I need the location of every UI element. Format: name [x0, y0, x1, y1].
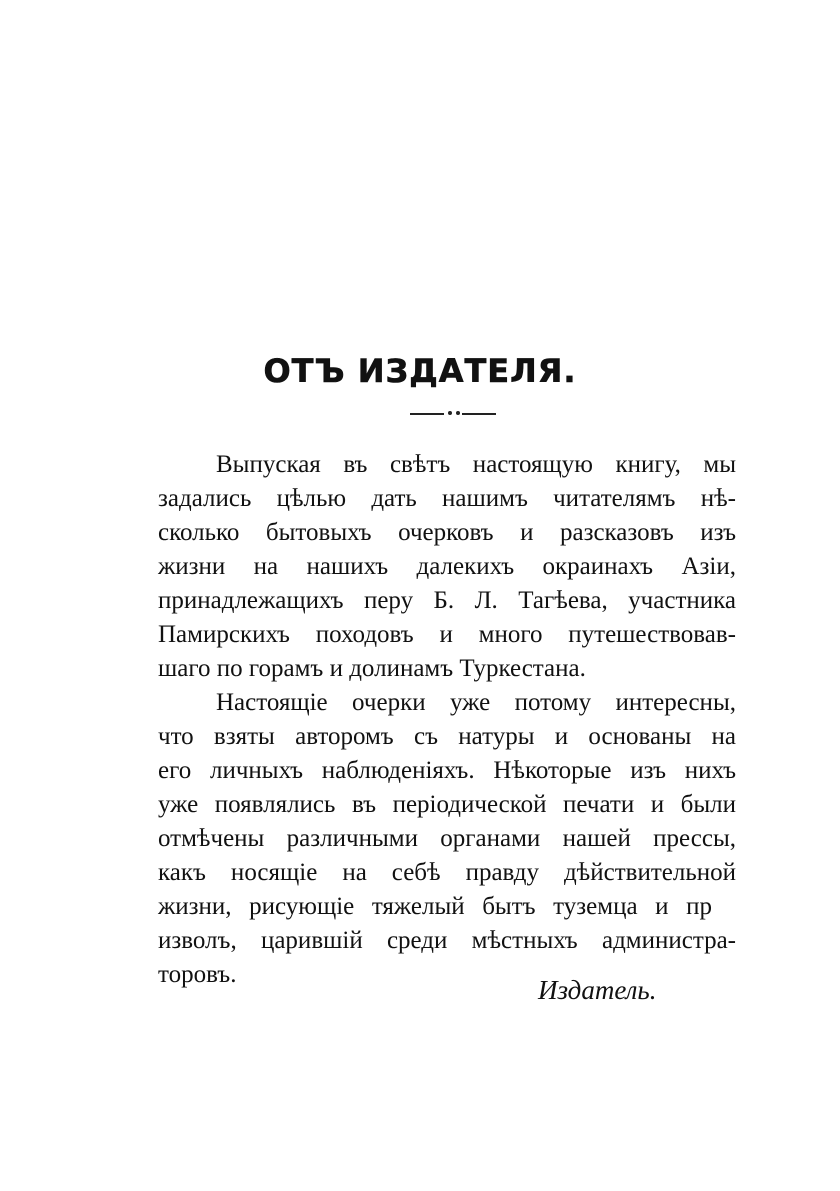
text-line: Выпуская въ свѣтъ настоящую книгу, мы [216, 451, 736, 478]
text-line: сколько бытовыхъ очерковъ и разсказовъ изъ [158, 519, 736, 546]
text-line: шаго по горамъ и долинамъ Туркестана. [158, 655, 586, 682]
ornament-divider [410, 410, 496, 418]
signature: Издатель. [538, 975, 657, 1005]
text-line: его личныхъ наблюденіяхъ. Нѣкоторые изъ нихъ [158, 757, 736, 784]
ornament-bar-right [462, 413, 496, 415]
text-line: Памирскихъ походовъ и много путешествовав- [158, 621, 736, 648]
text-line: задались цѣлью дать нашимъ читателямъ нѣ- [158, 485, 736, 512]
text-line: изволъ, царившій среди мѣстныхъ администра- [158, 927, 736, 954]
text-line: жизни, рисующіе тяжелый бытъ туземца и пр [158, 893, 712, 920]
ornament-bar-left [410, 413, 444, 415]
page-title: ОТЪ ИЗДАТЕЛЯ. [263, 352, 577, 390]
text-line: жизни на нашихъ далекихъ окраинахъ Азіи, [158, 553, 736, 580]
text-line: торовъ. [158, 961, 237, 988]
text-line: какъ носящіе на себѣ правду дѣйствительной [158, 859, 736, 886]
ornament-dot [456, 411, 460, 415]
ornament-dot [448, 411, 452, 415]
text-line: Настоящіе очерки уже потому интересны, [216, 689, 736, 716]
text-line: принадлежащихъ перу Б. Л. Тагѣева, участника [158, 587, 736, 614]
text-line: отмѣчены различными органами нашей прессы, [158, 825, 736, 852]
text-line: что взяты авторомъ съ натуры и основаны на [158, 723, 736, 750]
text-line: уже появлялись въ періодической печати и были [158, 791, 736, 818]
